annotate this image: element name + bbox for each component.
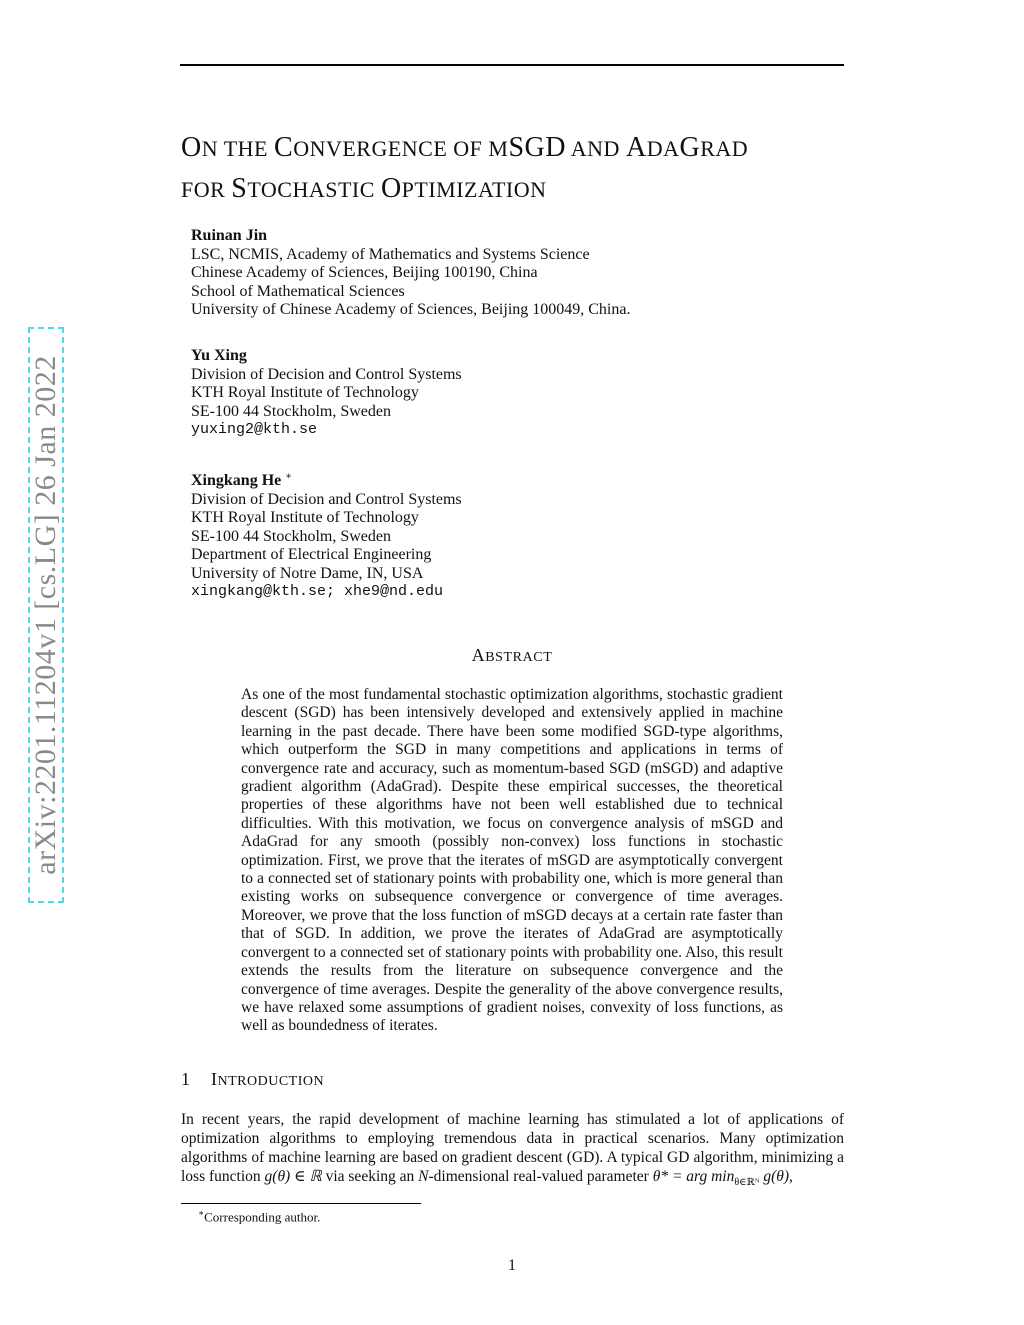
affiliation-line: Department of Electrical Engineering: [191, 546, 432, 563]
author-name-row: [191, 468, 831, 491]
author-name: Ruinan Jin: [191, 227, 268, 244]
math-inline: g(θ),: [759, 1168, 793, 1185]
heading-fragment: A: [471, 645, 486, 665]
author-block: [191, 347, 831, 440]
affiliation-line: University of Notre Dame, IN, USA: [191, 564, 424, 582]
abstract-text: As one of the most fundamental stochastic optimization algorithms, stochastic gradient descent (SGD) has been intensively developed and extensively applied in machine learning in the past decade. There have been some modified SGD-type algorithms, which outperform the SGD in many competitions and applications in terms of convergence rate and accuracy, such as momentum-based SGD (mSGD) and adaptive gradient algorithm (AdaGrad). Despite these empirical successes, the theoretical properties of these algorithms have not been well established due to technical difficulties. With this motivation, we focus on convergence analysis of mSGD and AdaGrad for any smooth (possibly non-convex) loss functions in stochastic optimization. First, we prove that the iterates of mSGD are asymptotically convergent to a connected set of stationary points with probability one, which is more general than existing works on subsequence convergence or convergence of time averages. Moreover, we prove that the loss function of mSGD decays at a certain rate faster than that of SGD. In addition, we prove the iterates of AdaGrad are asymptotically convergent to a connected set of stationary points with probability one. Also, this result extends the results from the literature on subsequence convergence and the convergence of time averages. Despite the generality of the above convergence results, we have relaxed some assumptions of gradient noises, convexity of loss functions, as well as boundedness of iterates.: [241, 686, 783, 1035]
title-fragment: A: [625, 132, 647, 163]
top-rule: [180, 64, 844, 66]
affiliation-line: Division of Decision and Control Systems: [191, 490, 462, 508]
paper-title: [181, 128, 861, 210]
author-name: Xingkang He: [191, 472, 282, 489]
affiliation-line: SE-100 44 Stockholm, Sweden: [191, 527, 391, 545]
affiliation-line: SE-100 44 Stockholm, Sweden: [191, 402, 391, 420]
footnote-mark: ∗: [285, 471, 293, 482]
math-inline: g(θ) ∈ ℝ: [264, 1168, 322, 1185]
introduction-paragraph: [181, 1110, 844, 1192]
footnote-text: Corresponding author.: [204, 1209, 321, 1225]
title-fragment: TOCHASTIC: [247, 177, 381, 202]
footnote: [198, 1208, 320, 1225]
abstract-heading: [0, 645, 1024, 666]
affiliation-line: LSC, NCMIS, Academy of Mathematics and Systems Science: [191, 245, 590, 263]
title-fragment: FOR: [181, 177, 232, 202]
title-line-1: [181, 132, 748, 163]
affiliation-line: KTH Royal Institute of Technology: [191, 384, 419, 401]
paragraph-text: via seeking an: [321, 1168, 419, 1185]
math-subscript: θ∈ℝᴺ: [734, 1177, 760, 1189]
title-fragment: S: [231, 173, 248, 204]
footnote-mark: ∗: [198, 1208, 205, 1218]
author-name: Yu Xing: [191, 347, 247, 364]
title-fragment: O: [380, 173, 402, 204]
affiliation-line: Chinese Academy of Sciences, Beijing 100190, China: [191, 264, 538, 281]
title-fragment: N THE: [201, 136, 274, 161]
title-fragment: DA: [646, 136, 680, 161]
paragraph-text: -dimensional real-valued parameter: [428, 1168, 653, 1185]
author-block: [191, 227, 831, 320]
affiliation-line: School of Mathematical Sciences: [191, 282, 405, 300]
title-fragment: PTIMIZATION: [401, 177, 547, 202]
section-number: 1: [181, 1069, 191, 1089]
math-inline: N: [418, 1168, 429, 1185]
math-inline: θ* = arg min: [652, 1168, 735, 1185]
paragraph-text: In recent years, the rapid development of machine learning has stimulated a lot of applications of optimization algorithms to employing tremendous data in practical scenarios. Many optimization algorithms of machine learning are based on gradient descent (GD). A typical GD algorithm, minimizing a loss function: [181, 1111, 844, 1185]
section-heading-introduction: [181, 1069, 324, 1090]
affiliation-line: KTH Royal Institute of Technology: [191, 509, 419, 526]
arxiv-identifier[interactable]: arXiv:2201.11204v1 [cs.LG] 26 Jan 2022: [29, 355, 62, 875]
author-email[interactable]: yuxing2@kth.se: [191, 421, 318, 438]
heading-fragment: I: [211, 1069, 218, 1089]
heading-fragment: BSTRACT: [485, 650, 553, 665]
title-line-2: [181, 173, 547, 204]
title-fragment: AND: [566, 136, 626, 161]
affiliation-line: University of Chinese Academy of Sciences, Beijing 100049, China.: [191, 301, 631, 318]
title-fragment: G: [679, 132, 701, 163]
title-fragment: C: [274, 132, 294, 163]
footnote-rule: [181, 1203, 421, 1204]
title-fragment: ONVERGENCE OF M: [293, 136, 509, 161]
page-number: 1: [508, 1257, 516, 1274]
heading-fragment: NTRODUCTION: [217, 1074, 325, 1089]
title-fragment: O: [181, 132, 202, 163]
title-fragment: SGD: [508, 132, 566, 163]
author-block: [191, 468, 831, 602]
affiliation-line: Division of Decision and Control Systems: [191, 365, 462, 383]
author-email[interactable]: xingkang@kth.se; xhe9@nd.edu: [191, 583, 444, 600]
title-fragment: RAD: [700, 136, 749, 161]
